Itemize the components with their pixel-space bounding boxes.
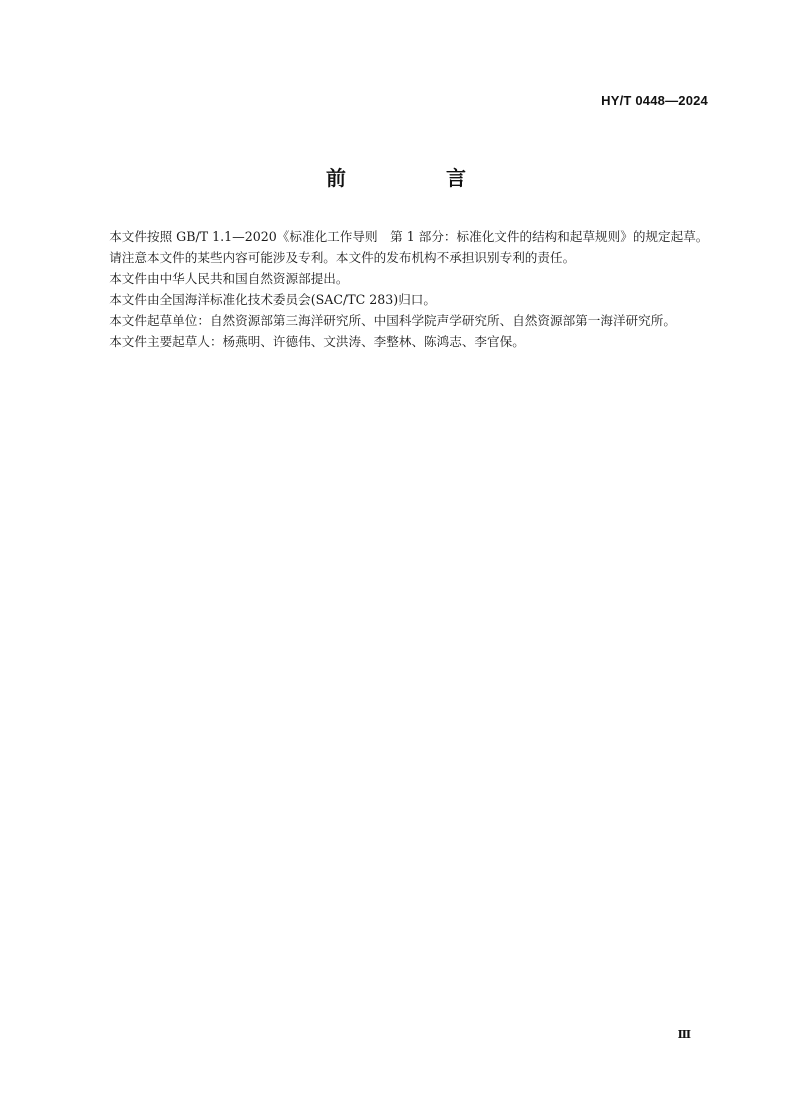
paragraph-proposed-by: 本文件由中华人民共和国自然资源部提出。 (109, 271, 349, 286)
paragraph-patent-notice: 请注意本文件的某些内容可能涉及专利。本文件的发布机构不承担识别专利的责任。 (109, 250, 576, 265)
paragraph-under-jurisdiction: 本文件由全国海洋标准化技术委员会(SAC/TC 283)归口。 (109, 292, 436, 307)
standard-number-header: HY/T 0448—2024 (601, 93, 708, 108)
preface-body (84, 226, 710, 352)
paragraph-drafting-rules: 本文件按照 GB/T 1.1—2020《标准化工作导则 第 1 部分：标准化文件的结构和起草规则》的规定起草。 (109, 229, 709, 244)
page-title: 前 言 (326, 166, 506, 190)
paragraph-main-drafters: 本文件主要起草人：杨燕明、许德伟、文洪涛、李整林、陈鸿志、李官保。 (109, 334, 525, 349)
paragraph-drafting-organizations: 本文件起草单位：自然资源部第三海洋研究所、中国科学院声学研究所、自然资源部第一海洋研究所。 (109, 313, 676, 328)
page-number: Ⅲ (677, 1028, 691, 1041)
